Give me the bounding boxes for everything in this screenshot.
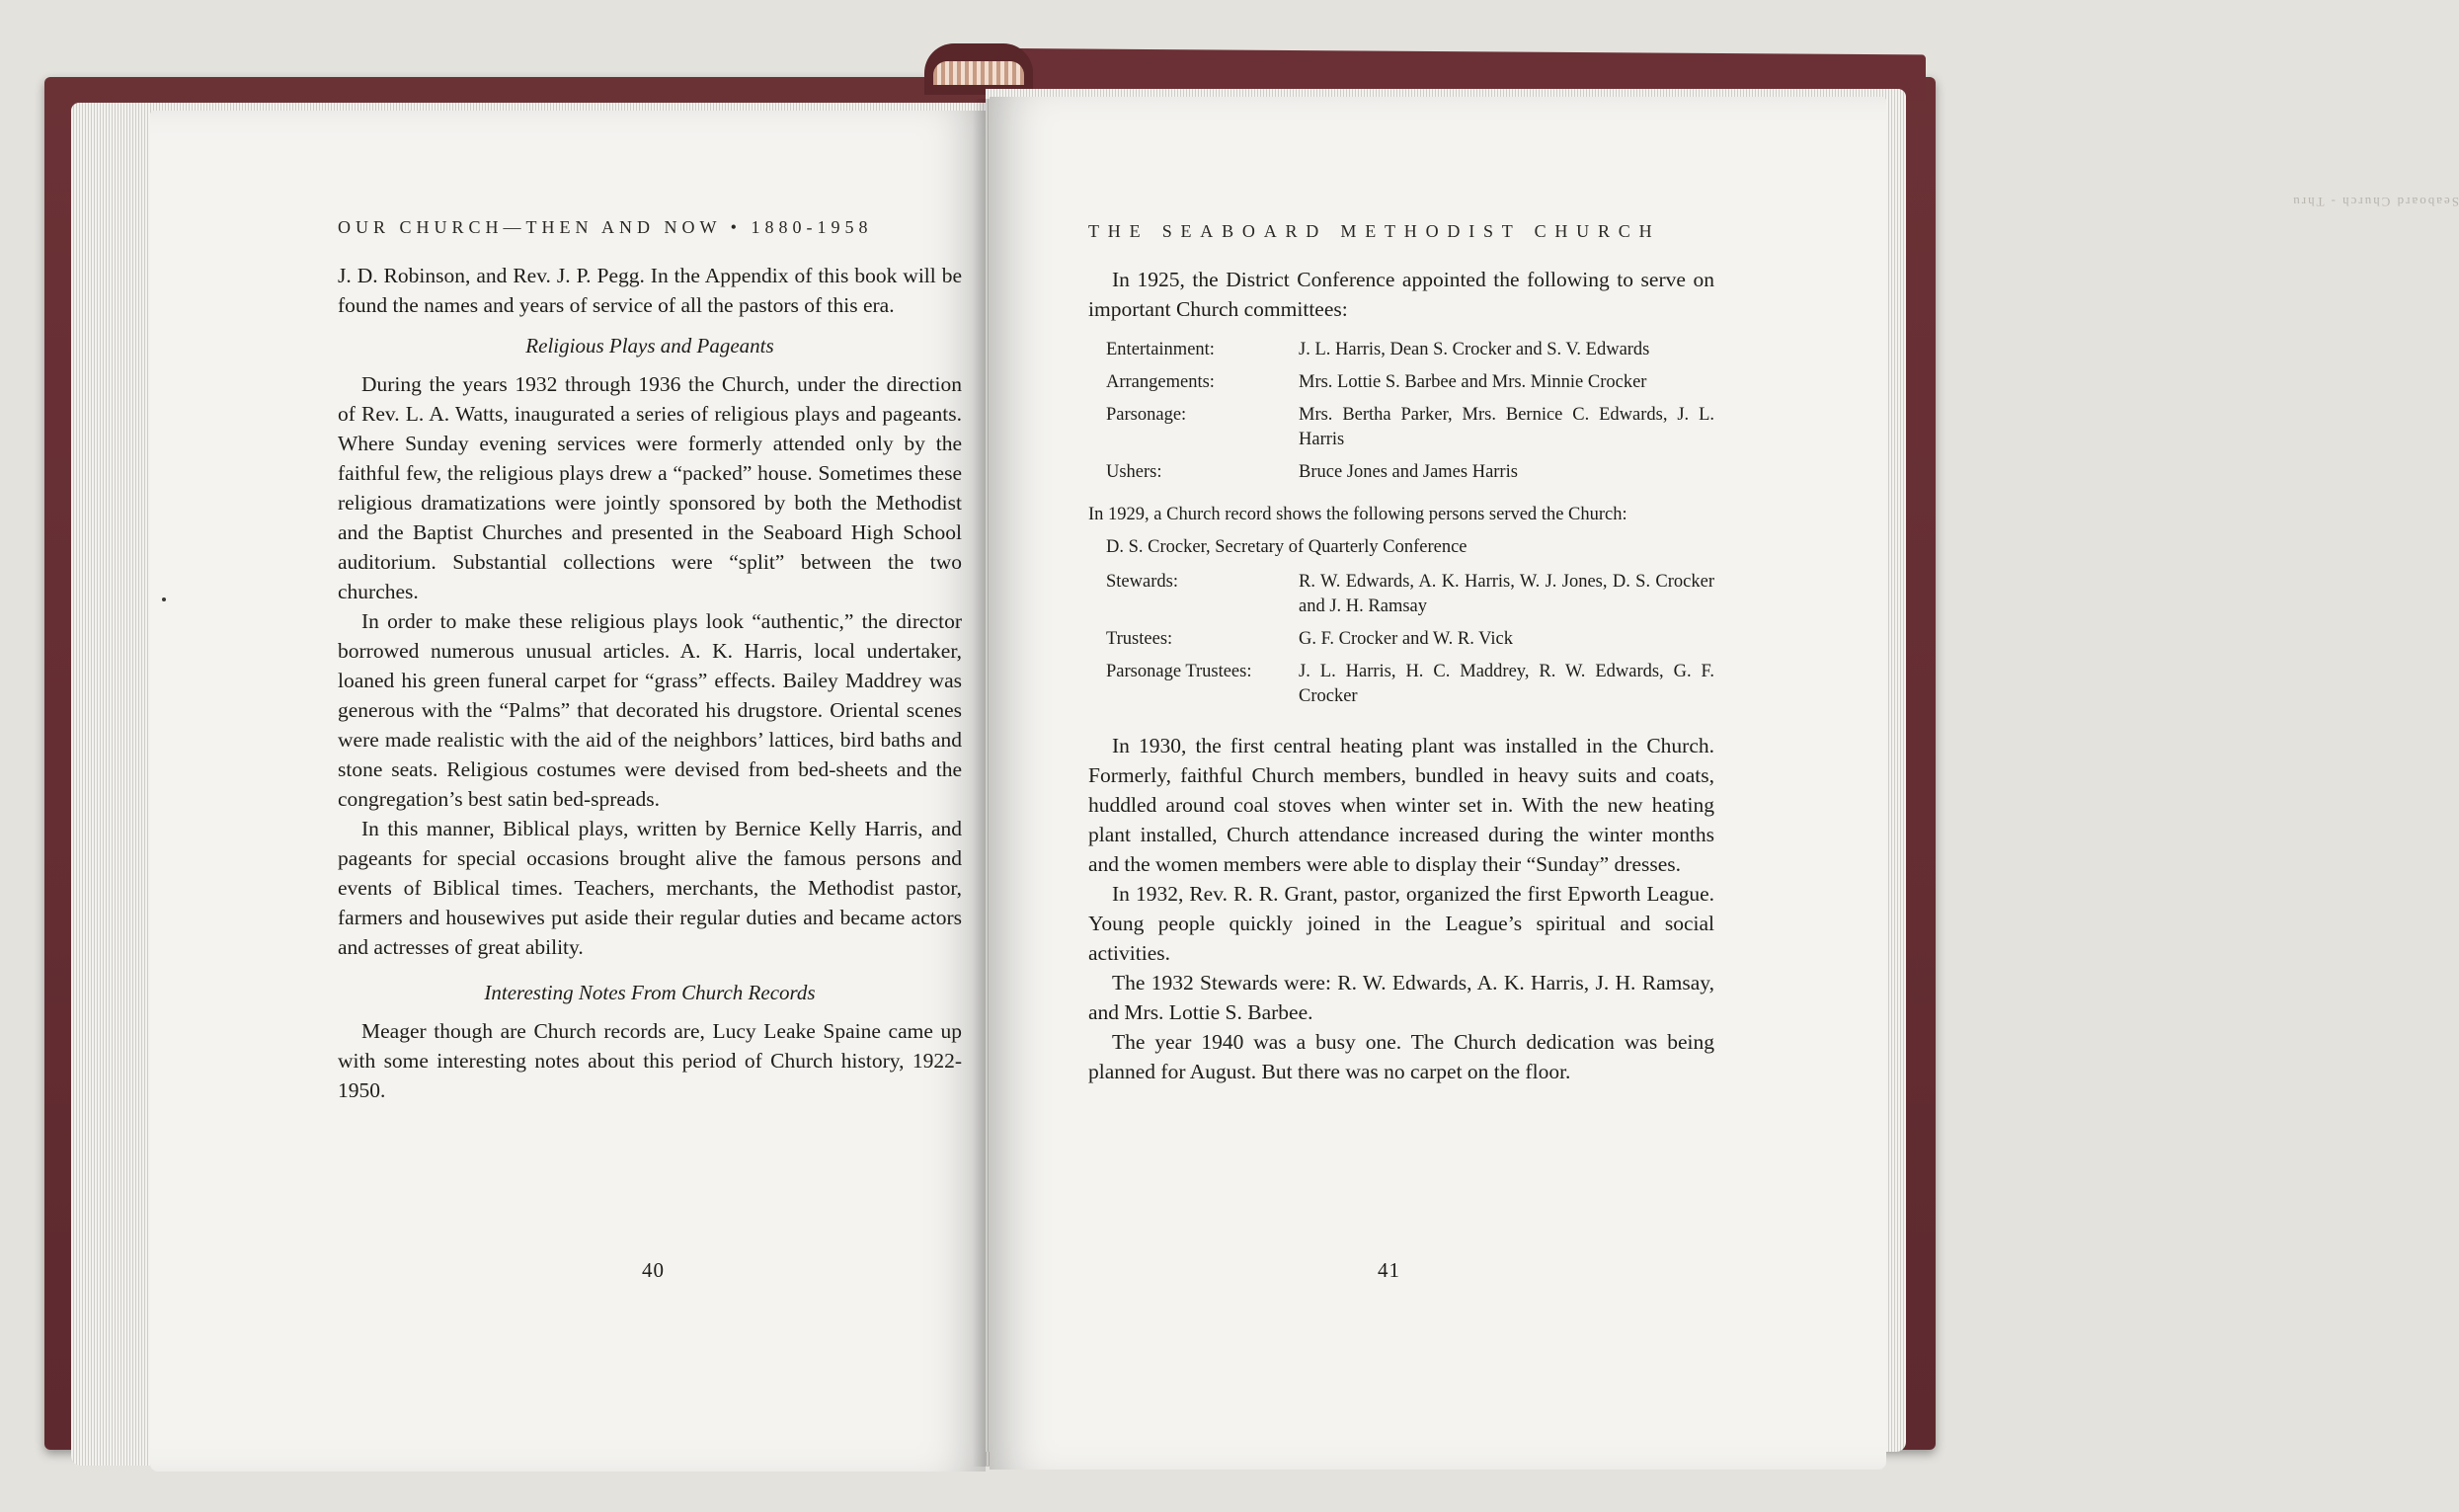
committee-members: R. W. Edwards, A. K. Harris, W. J. Jones, D. S. Crocker and J. H. Ramsay [1299, 572, 1714, 616]
right-page-number: 41 [1378, 1258, 1400, 1282]
committee-members: J. L. Harris, H. C. Maddrey, R. W. Edwards, G. F. Crocker [1299, 662, 1714, 706]
committee-members: Mrs. Lottie S. Barbee and Mrs. Minnie Crocker [1299, 372, 1647, 392]
body-paragraph: Meager though are Church records are, Lucy Leake Spaine came up with some interesting notes about this period of Church history, 1922-1950. [338, 1019, 962, 1102]
bleed-through-text: Seaboard Church - Thru [2291, 195, 2459, 209]
body-paragraph: During the years 1932 through 1936 the Church, under the direction of Rev. L. A. Watts, inaugurated a series of religious plays and pageants. Where Sunday evening services were formerly attended only by the faithful few, the religious plays drew a “packed” house. Sometimes these religious dramatizations were jointly sponsored by both the Methodist and the Baptist Churches and presented in the Seaboard High School auditorium. Substantial collections were “split” between the two churches. [338, 372, 962, 603]
committee-members: Mrs. Bertha Parker, Mrs. Bernice C. Edwards, J. L. Harris [1299, 405, 1714, 449]
body-paragraph: In 1930, the first central heating plant was installed in the Church. Formerly, faithful Church members, bundled in heavy suits and coats, huddled around coal stoves when winter set in. With the new heating plant installed, Church attendance increased during the winter months and the women members were able to display their “Sunday” dresses. [1088, 734, 1714, 876]
committee-role: Parsonage: [1106, 405, 1187, 425]
committee-role: Entertainment: [1106, 340, 1215, 359]
left-page-body [338, 261, 962, 1105]
left-page-number: 40 [642, 1258, 665, 1282]
committee-role: Parsonage Trustees: [1106, 662, 1252, 681]
book-headband [933, 61, 1024, 85]
committee-members: G. F. Crocker and W. R. Vick [1299, 629, 1513, 649]
committees-1925-list [1106, 338, 1714, 493]
intro-1929-paragraph: In 1929, a Church record shows the following persons served the Church: [1088, 505, 1627, 524]
committee-role: Stewards: [1106, 572, 1178, 592]
left-intro-paragraph: J. D. Robinson, and Rev. J. P. Pegg. In the Appendix of this book will be found the names and years of service of all the pastors of this era. [338, 264, 962, 317]
section-title-religious-plays: Religious Plays and Pageants [525, 334, 774, 358]
committee-members: J. L. Harris, Dean S. Crocker and S. V. Edwards [1299, 340, 1650, 359]
section-title-church-records: Interesting Notes From Church Records [484, 981, 816, 1004]
left-running-head: OUR CHURCH—THEN AND NOW • 1880-1958 [338, 217, 873, 237]
left-page [150, 111, 986, 1472]
right-page [990, 97, 2459, 1470]
right-page-body [1088, 265, 1714, 1086]
committee-role: Ushers: [1106, 462, 1162, 482]
body-paragraph: In order to make these religious plays look “authentic,” the director borrowed numerous unusual articles. A. K. Harris, local undertaker, loaned his green funeral carpet for “grass” effects. Bailey Maddrey was generous with the “Palms” that decorated his drugstore. Oriental scenes were made realistic with the aid of the neighbors’ lattices, bird baths and stone seats. Religious costumes were devised from bed-sheets and the congregation’s best satin bed-spreads. [338, 609, 962, 811]
body-paragraph: The 1932 Stewards were: R. W. Edwards, A. K. Harris, J. H. Ramsay, and Mrs. Lottie S. Barbee. [1088, 971, 1714, 1024]
body-paragraph: The year 1940 was a busy one. The Church dedication was being planned for August. But there was no carpet on the floor. [1088, 1030, 1714, 1083]
body-paragraph: In 1932, Rev. R. R. Grant, pastor, organized the first Epworth League. Young people quickly joined in the League’s spiritual and social activities. [1088, 882, 1714, 965]
paper-speck [162, 597, 166, 601]
committee-role: Arrangements: [1106, 372, 1215, 392]
body-paragraph: In this manner, Biblical plays, written by Bernice Kelly Harris, and pageants for special occasions brought alive the famous persons and events of Biblical times. Teachers, merchants, the Methodist pastor, farmers and housewives put aside their regular duties and became actors and actresses of great ability. [338, 817, 962, 959]
secretary-1929-line: D. S. Crocker, Secretary of Quarterly Conference [1106, 537, 1467, 557]
right-running-head: THE SEABOARD METHODIST CHURCH [1088, 221, 1661, 241]
intro-1925-paragraph: In 1925, the District Conference appointed the following to serve on important Church committees: [1088, 268, 1714, 321]
committee-role: Trustees: [1106, 629, 1173, 649]
committees-1929-list [1106, 570, 1714, 717]
committee-members: Bruce Jones and James Harris [1299, 462, 1518, 482]
